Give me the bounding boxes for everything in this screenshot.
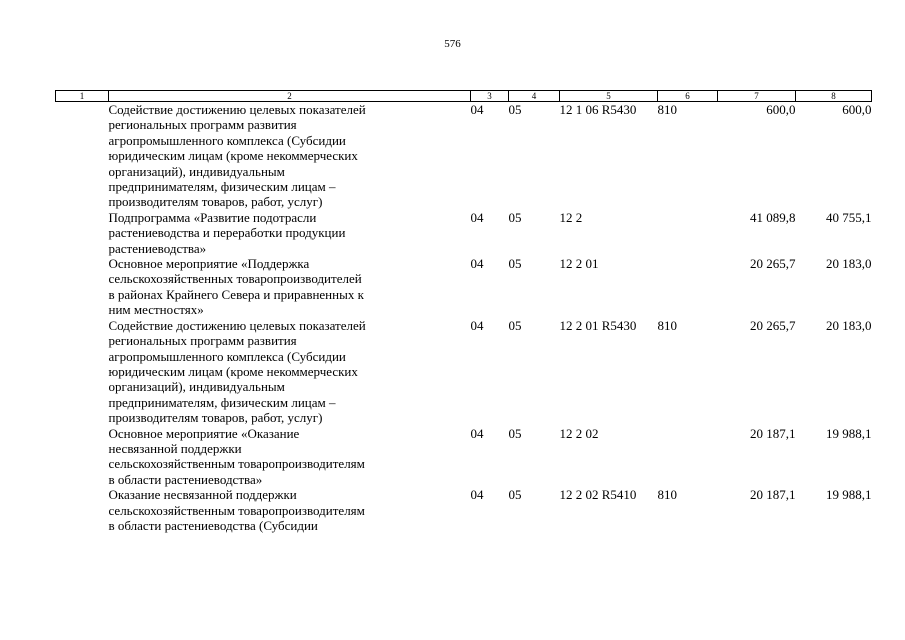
amount-first-year-cell: 20 265,7 bbox=[750, 256, 796, 272]
item-name-line: ним местностях» bbox=[108, 302, 204, 318]
item-name-line: Основное мероприятие «Оказание bbox=[108, 425, 300, 441]
table-row bbox=[56, 210, 872, 256]
table-row bbox=[56, 256, 872, 318]
subsection-code-cell: 05 bbox=[508, 317, 522, 333]
item-name-line: Основное мероприятие «Поддержка bbox=[108, 256, 310, 272]
row-number-cell bbox=[56, 256, 109, 318]
row-number-cell bbox=[56, 426, 109, 488]
subsection-code-cell: 05 bbox=[508, 256, 522, 272]
column-header: 6 bbox=[658, 91, 718, 102]
amount-second-year-cell: 20 183,0 bbox=[826, 256, 872, 272]
item-name-line: агропромышленного комплекса (Субсидии bbox=[108, 132, 346, 148]
budget-table bbox=[55, 90, 872, 533]
target-article-cell: 12 2 01 bbox=[559, 256, 599, 272]
amount-first-year-cell: 20 265,7 bbox=[750, 317, 796, 333]
table-row bbox=[56, 318, 872, 426]
expense-type-cell: 810 bbox=[657, 102, 677, 117]
item-name-line: сельскохозяйственных товаропроизводителей bbox=[108, 271, 362, 287]
item-name-line: предпринимателям, физическим лицам – bbox=[108, 394, 336, 410]
item-name-line: агропромышленного комплекса (Субсидии bbox=[108, 348, 346, 364]
section-code-cell: 04 bbox=[470, 102, 484, 117]
column-header: 8 bbox=[796, 91, 872, 102]
amount-first-year-cell: 20 187,1 bbox=[750, 425, 796, 441]
column-header: 3 bbox=[471, 91, 509, 102]
column-header: 2 bbox=[109, 91, 471, 102]
subsection-code-cell: 05 bbox=[508, 425, 522, 441]
item-name-line: производителям товаров, работ, услуг) bbox=[108, 410, 323, 426]
item-name-line: юридическим лицам (кроме некоммерческих bbox=[108, 363, 358, 379]
target-article-cell: 12 1 06 R5430 bbox=[559, 102, 637, 117]
item-name-line: Содействие достижению целевых показателей bbox=[108, 317, 366, 333]
item-name-line: предпринимателям, физическим лицам – bbox=[108, 179, 336, 195]
amount-second-year-cell: 19 988,1 bbox=[826, 425, 872, 441]
row-number-cell bbox=[56, 102, 109, 210]
item-name-line: производителям товаров, работ, услуг) bbox=[108, 194, 323, 210]
page-number: 576 bbox=[444, 38, 461, 50]
table-row bbox=[56, 102, 872, 210]
column-header: 7 bbox=[718, 91, 796, 102]
amount-first-year-cell: 600,0 bbox=[766, 102, 796, 117]
item-name-line: в области растениеводства (Субсидии bbox=[108, 517, 318, 533]
item-name-line: организаций), индивидуальным bbox=[108, 163, 285, 179]
subsection-code-cell: 05 bbox=[508, 487, 522, 503]
subsection-code-cell: 05 bbox=[508, 209, 522, 225]
expense-type-cell bbox=[658, 256, 718, 318]
amount-first-year-cell: 41 089,8 bbox=[750, 209, 796, 225]
item-name-cell bbox=[109, 102, 471, 210]
section-code-cell: 04 bbox=[470, 487, 484, 503]
item-name-line: Содействие достижению целевых показателей bbox=[108, 102, 366, 117]
column-header: 1 bbox=[56, 91, 109, 102]
item-name-cell bbox=[109, 426, 471, 488]
section-code-cell: 04 bbox=[470, 256, 484, 272]
column-header: 5 bbox=[560, 91, 658, 102]
item-name-cell bbox=[109, 210, 471, 256]
item-name-line: региональных программ развития bbox=[108, 333, 297, 349]
expense-type-cell: 810 bbox=[657, 487, 677, 503]
amount-first-year-cell: 20 187,1 bbox=[750, 487, 796, 503]
item-name-line: организаций), индивидуальным bbox=[108, 379, 285, 395]
section-code-cell: 04 bbox=[470, 317, 484, 333]
column-number-header-row bbox=[56, 91, 872, 102]
item-name-line: сельскохозяйственным товаропроизводителям bbox=[108, 456, 365, 472]
expense-type-cell bbox=[658, 210, 718, 256]
amount-second-year-cell: 20 183,0 bbox=[826, 317, 872, 333]
amount-second-year-cell: 19 988,1 bbox=[826, 487, 872, 503]
expense-type-cell bbox=[658, 426, 718, 488]
item-name-line: растениеводства и переработки продукции bbox=[108, 225, 346, 241]
amount-second-year-cell: 600,0 bbox=[842, 102, 872, 117]
table-row bbox=[56, 487, 872, 533]
item-name-line: Оказание несвязанной поддержки bbox=[108, 487, 297, 503]
target-article-cell: 12 2 02 R5410 bbox=[559, 487, 637, 503]
target-article-cell: 12 2 02 bbox=[559, 425, 599, 441]
item-name-cell bbox=[109, 487, 471, 533]
item-name-line: в области растениеводства» bbox=[108, 471, 263, 487]
section-code-cell: 04 bbox=[470, 209, 484, 225]
amount-second-year-cell: 40 755,1 bbox=[826, 209, 872, 225]
item-name-cell bbox=[109, 256, 471, 318]
subsection-code-cell: 05 bbox=[508, 102, 522, 117]
item-name-cell bbox=[109, 318, 471, 426]
item-name-line: юридическим лицам (кроме некоммерческих bbox=[108, 148, 358, 164]
item-name-line: Подпрограмма «Развитие подотрасли bbox=[108, 209, 317, 225]
row-number-cell bbox=[56, 210, 109, 256]
row-number-cell bbox=[56, 487, 109, 533]
column-header: 4 bbox=[509, 91, 560, 102]
table-row bbox=[56, 426, 872, 488]
target-article-cell: 12 2 01 R5430 bbox=[559, 317, 637, 333]
item-name-line: сельскохозяйственным товаропроизводителям bbox=[108, 502, 365, 518]
row-number-cell bbox=[56, 318, 109, 426]
table-body bbox=[56, 102, 872, 534]
item-name-line: растениеводства» bbox=[108, 240, 207, 256]
section-code-cell: 04 bbox=[470, 425, 484, 441]
item-name-line: несвязанной поддержки bbox=[108, 440, 242, 456]
expense-type-cell: 810 bbox=[657, 317, 677, 333]
item-name-line: в районах Крайнего Севера и приравненных к bbox=[108, 286, 364, 302]
item-name-line: региональных программ развития bbox=[108, 117, 297, 133]
target-article-cell: 12 2 bbox=[559, 209, 583, 225]
